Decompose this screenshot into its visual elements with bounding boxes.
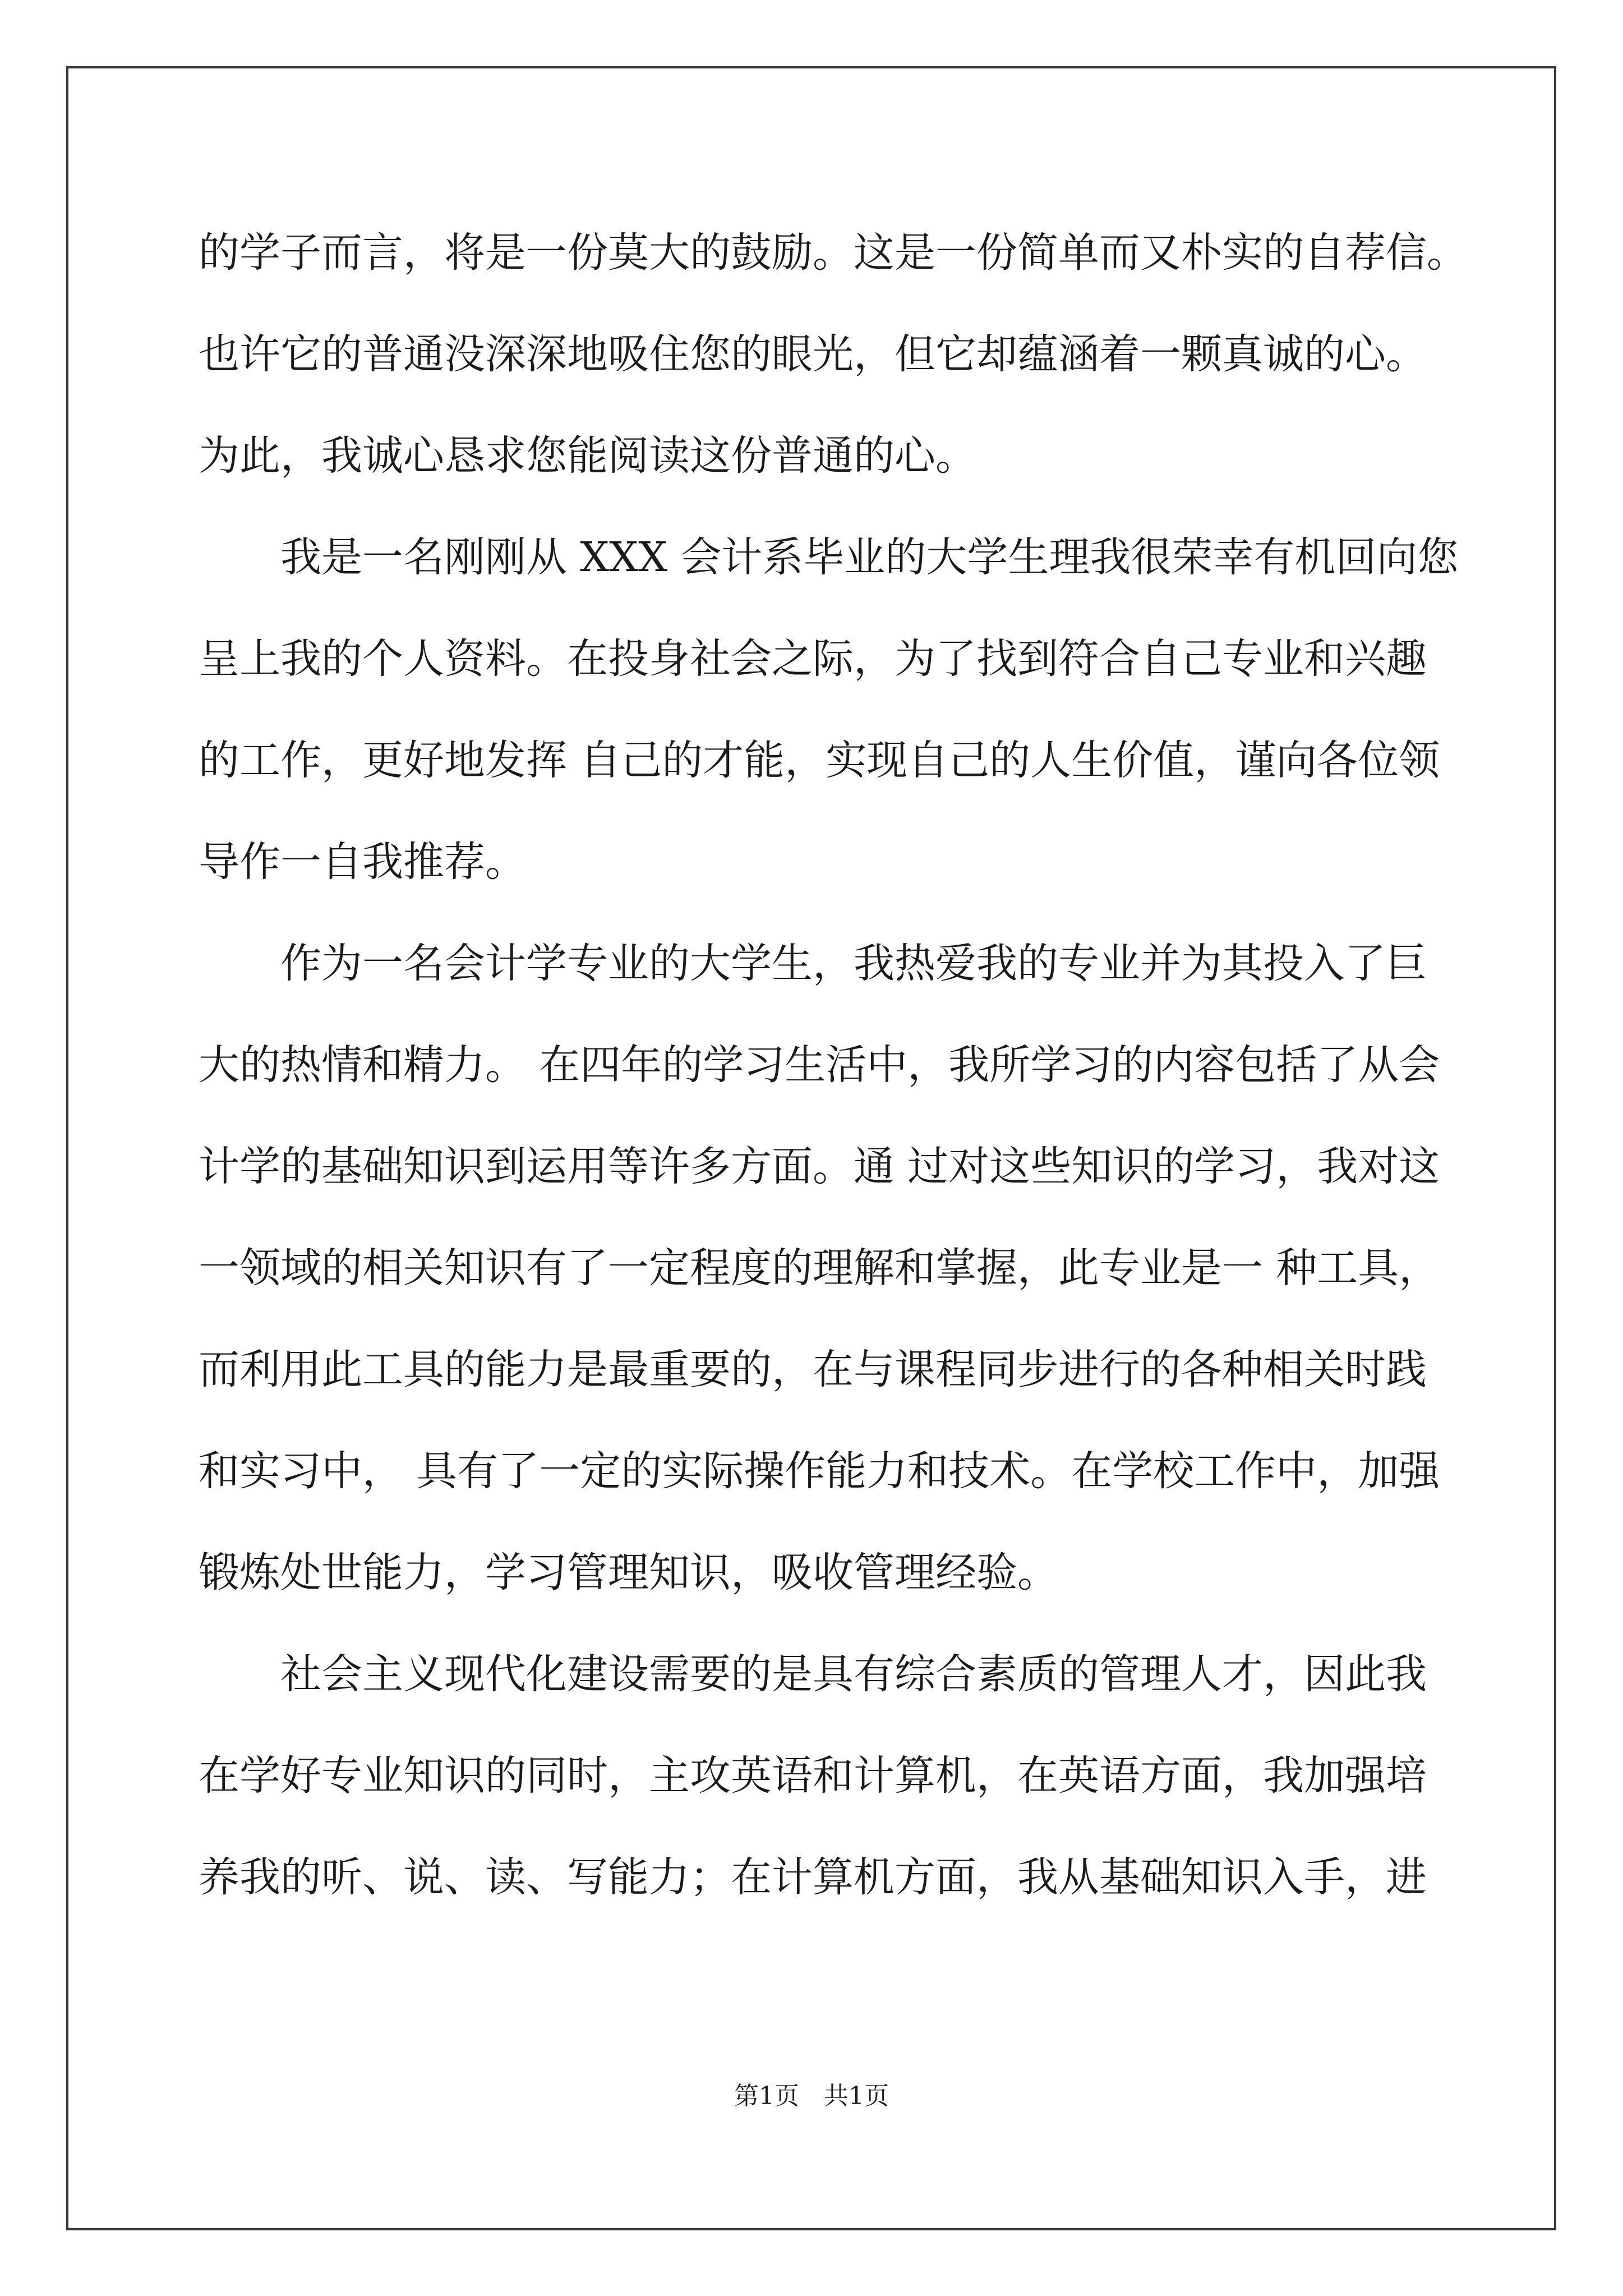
page-footer: 第1页 共1页 — [734, 2082, 889, 2110]
text-line: 计学的基础知识到运用等许多方面。通 过对这些知识的学习，我对这 — [199, 1143, 1440, 1190]
text-line: 为此，我诚心恳求您能阅读这份普通的心。 — [199, 432, 976, 480]
text-line: 也许它的普通没深深地吸住您的眼光，但它却蕴涵着一颗真诚的心。 — [199, 330, 1427, 378]
text-line: 大的热情和精力。 在四年的学习生活中，我所学习的内容包括了从会 — [199, 1041, 1440, 1089]
text-line: 在学好专业知识的同时，主攻英语和计算机，在英语方面，我加强培 — [199, 1752, 1427, 1800]
text-line: 和实习中， 具有了一定的实际操作能力和技术。在学校工作中，加强 — [199, 1447, 1440, 1495]
text-line: 的学子而言，将是一份莫大的鼓励。这是一份简单而又朴实的自荐信。 — [199, 229, 1468, 277]
text-line: 而利用此工具的能力是最重要的，在与课程同步进行的各种相关时践 — [199, 1346, 1427, 1393]
document-body — [199, 202, 1483, 1928]
text-line: 社会主义现代化建设需要的是具有综合素质的管理人才，因此我 — [199, 1650, 1427, 1698]
text-line: 我是一名刚刚从 XXX 会计系毕业的大学生理我很荣幸有机回向您 — [199, 533, 1459, 581]
text-line: 的工作，更好地发挥 自己的才能，实现自己的人生价值，谨向各位领 — [199, 737, 1440, 784]
text-line: 导作一自我推荐。 — [199, 838, 526, 886]
text-line: 作为一名会计学专业的大学生，我热爱我的专业并为其投入了巨 — [199, 940, 1427, 987]
text-line: 养我的听、说、读、写能力；在计算机方面，我从基础知识入手，进 — [199, 1853, 1427, 1901]
text-line: 一领域的相关知识有了一定程度的理解和掌握，此专业是一 种工具， — [199, 1244, 1440, 1292]
text-line: 呈上我的个人资料。在投身社会之际，为了找到符合自己专业和兴趣 — [199, 635, 1427, 683]
text-line: 锻炼处世能力，学习管理知识，吸收管理经验。 — [199, 1549, 1058, 1596]
